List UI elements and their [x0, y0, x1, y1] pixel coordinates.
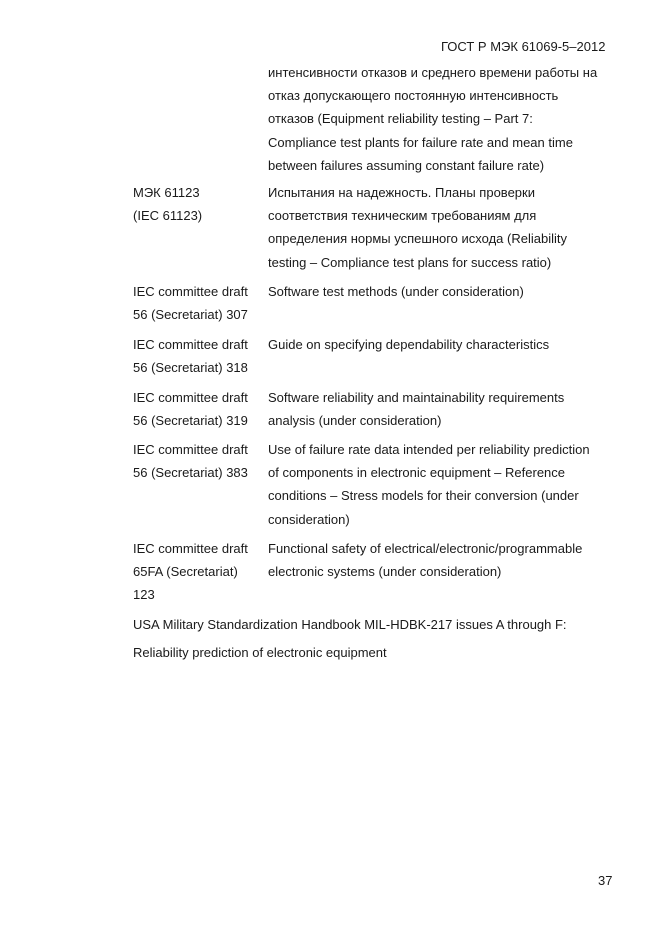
ref-line: 65FA (Secretariat)	[133, 564, 238, 580]
ref-line: IEC committee draft	[133, 442, 248, 457]
reference-id	[133, 386, 263, 432]
text-line: отказ допускающего постоянную интенсивность	[268, 88, 559, 104]
text-line: Compliance test plants for failure rate and mean time	[268, 134, 573, 150]
desc-line: Functional safety of electrical/electronic/programmable	[268, 541, 583, 556]
ref-line: 56 (Secretariat) 318	[133, 360, 248, 376]
ref-line: МЭК 61123	[133, 185, 200, 200]
page-number: 37	[598, 873, 613, 888]
ref-line: IEC committee draft	[133, 390, 248, 405]
reference-title	[268, 181, 628, 274]
continued-description	[268, 61, 628, 177]
desc-line: Software test methods (under consideration)	[268, 284, 524, 299]
ref-line: 56 (Secretariat) 383	[133, 465, 248, 481]
desc-line: Guide on specifying dependability characteristics	[268, 337, 550, 352]
desc-line: определения нормы успешного исхода (Reliability	[268, 231, 567, 247]
text-line: интенсивности отказов и среднего времени работы на	[268, 65, 598, 80]
ref-line: 123	[133, 587, 155, 603]
desc-line: Software reliability and maintainability requirements	[268, 390, 565, 405]
body-paragraph: Reliability prediction of electronic equipment	[133, 645, 387, 660]
ref-line: IEC committee draft	[133, 541, 248, 556]
ref-line: 56 (Secretariat) 307	[133, 307, 248, 323]
reference-id	[133, 181, 263, 227]
desc-line: testing – Compliance test plans for success ratio)	[268, 254, 552, 270]
desc-line: consideration)	[268, 511, 350, 527]
reference-title	[268, 438, 628, 531]
ref-line: IEC committee draft	[133, 284, 248, 299]
reference-id	[133, 280, 263, 326]
reference-title	[268, 537, 628, 583]
desc-line: Use of failure rate data intended per reliability prediction	[268, 442, 590, 457]
reference-id	[133, 537, 263, 607]
desc-line: analysis (under consideration)	[268, 413, 442, 429]
reference-id	[133, 438, 263, 484]
reference-title	[268, 333, 628, 356]
ref-line: 56 (Secretariat) 319	[133, 413, 248, 429]
reference-id	[133, 333, 263, 379]
ref-line: IEC committee draft	[133, 337, 248, 352]
reference-title	[268, 280, 628, 303]
text-line: отказов (Equipment reliability testing – Part 7:	[268, 111, 533, 127]
desc-line: of components in electronic equipment – Reference	[268, 465, 566, 481]
desc-line: соответствия техническим требованиям для	[268, 208, 537, 224]
reference-title	[268, 386, 628, 432]
desc-line: conditions – Stress models for their conversion (under	[268, 488, 579, 504]
body-paragraph: USA Military Standardization Handbook MIL-HDBK-217 issues A through F:	[133, 617, 567, 632]
text-line: between failures assuming constant failure rate)	[268, 157, 545, 173]
desc-line: electronic systems (under consideration)	[268, 564, 502, 580]
desc-line: Испытания на надежность. Планы проверки	[268, 185, 535, 200]
ref-line: (IEC 61123)	[133, 208, 203, 224]
document-header: ГОСТ Р МЭК 61069-5–2012	[441, 39, 606, 54]
